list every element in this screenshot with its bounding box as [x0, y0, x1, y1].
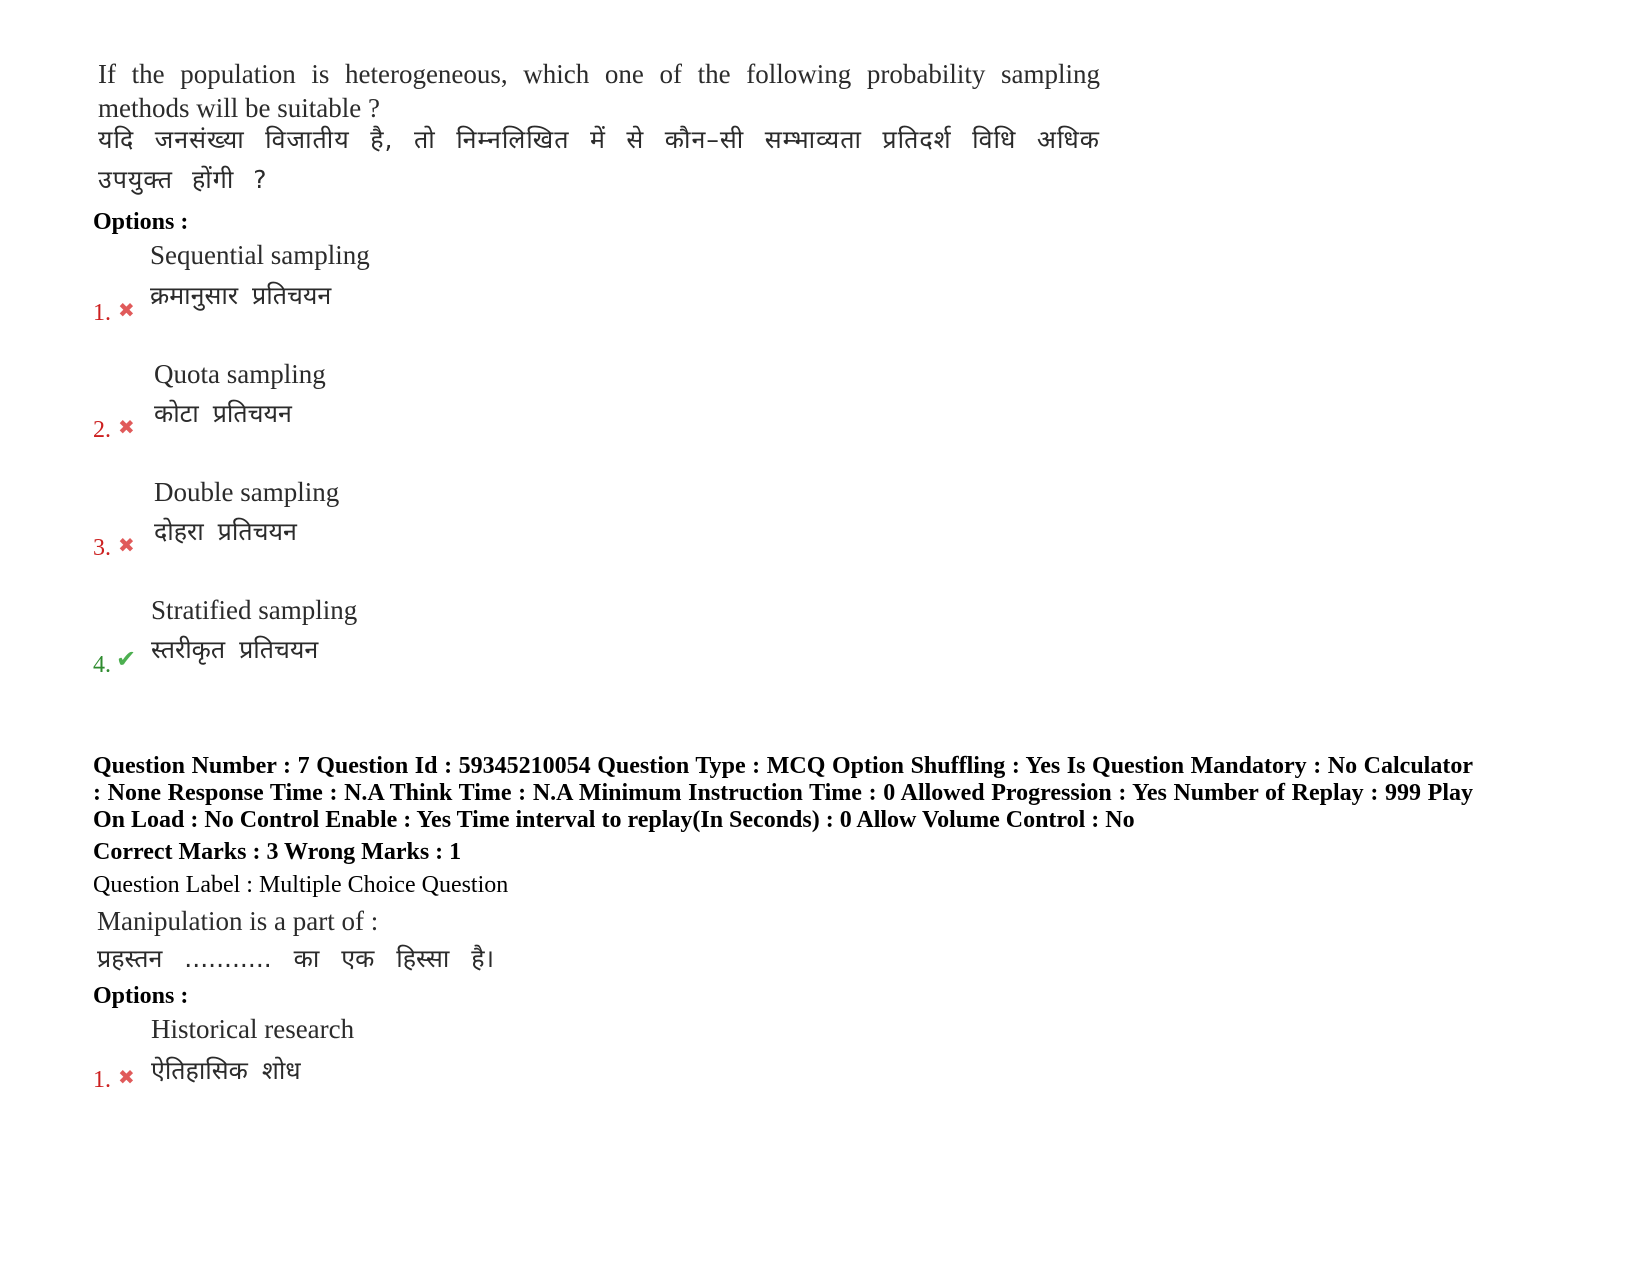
option-number: 1.	[93, 1067, 111, 1093]
question-label: Question Label : Multiple Choice Question	[93, 872, 509, 898]
question-text-hi: यदि जनसंख्या विजातीय है, तो निम्नलिखित में से कौन–सी सम्भाव्यता प्रतिदर्श विधि अधिक उपयुक्त होंगी ?	[98, 125, 1100, 194]
option-number: 2.	[93, 417, 111, 443]
option-text-hi: दोहरा प्रतिचयन	[154, 517, 297, 546]
question-meta: Question Number : 7 Question Id : 59345210054 Question Type : MCQ Option Shuffling : Yes Is Question Mandatory : No Calculator : None Response Time : N.A Think Time : N.A Minimum Instruction Time : 0 Allowed Progression : Yes Number of Replay : 999 Play On Load : No Control Enable : Yes Time interval to replay(In Seconds) : 0 Allow Volume Control : No	[93, 753, 1473, 833]
option-text-en: Stratified sampling	[151, 595, 358, 625]
check-icon: ✔	[116, 645, 137, 673]
option-text-hi: स्तरीकृत प्रतिचयन	[151, 635, 319, 664]
cross-icon: ✖	[118, 298, 135, 322]
question-marks: Correct Marks : 3 Wrong Marks : 1	[93, 839, 462, 865]
cross-icon: ✖	[118, 1065, 135, 1089]
options-label: Options :	[93, 209, 189, 235]
option-text-en: Historical research	[151, 1014, 355, 1044]
option-number: 1.	[93, 300, 111, 326]
option-text-en: Double sampling	[154, 477, 340, 507]
option-text-hi: कोटा प्रतिचयन	[154, 399, 292, 428]
option-number: 3.	[93, 535, 111, 561]
option-number: 4.	[93, 652, 111, 678]
option-text-hi: ऐतिहासिक शोध	[151, 1056, 301, 1085]
option-text-hi: क्रमानुसार प्रतिचयन	[150, 281, 332, 310]
question-text-en: Manipulation is a part of :	[97, 906, 379, 936]
cross-icon: ✖	[118, 415, 135, 439]
question-text-hi: प्रहस्तन ........... का एक हिस्सा है।	[97, 944, 495, 973]
cross-icon: ✖	[118, 533, 135, 557]
option-text-en: Quota sampling	[154, 359, 326, 389]
option-text-en: Sequential sampling	[150, 240, 370, 270]
options-label: Options :	[93, 983, 189, 1009]
question-text-en: If the population is heterogeneous, which one of the following probability sampling methods will be suitable ?	[98, 59, 1100, 123]
